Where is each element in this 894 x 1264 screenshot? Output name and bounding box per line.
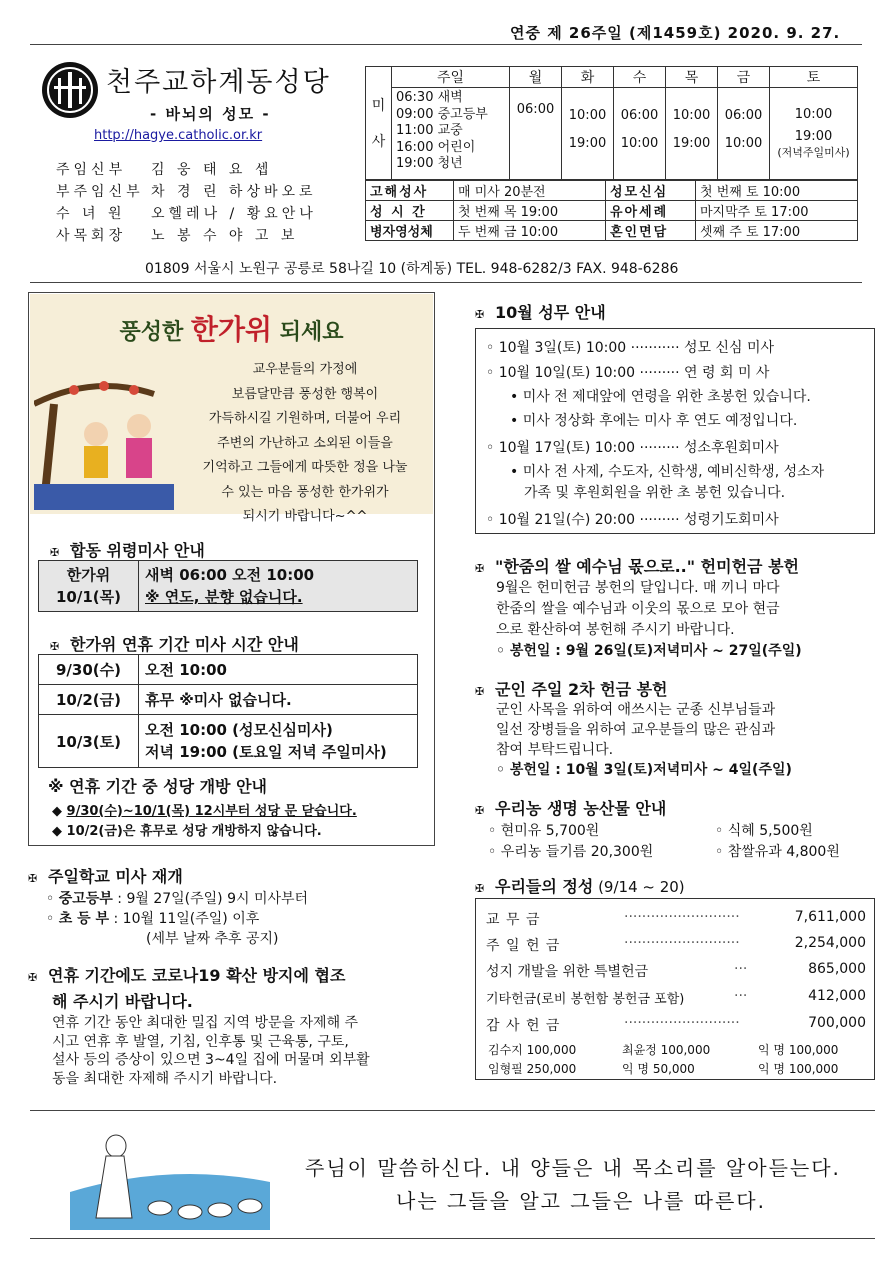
shepherd-illustration-icon (70, 1122, 270, 1230)
donor-entry: 익 명 100,000 (758, 1043, 839, 1057)
rice-body: 9월은 헌미헌금 봉헌의 달입니다. 매 끼니 마다 한줌의 쌀을 예수님과 이웃의 몫으로 모아 현금 으로 환산하여 봉헌해 주시기 바랍니다. ◦ 봉헌일 : 9월 26일(토)저녁미사 ~ 27일(주일) (496, 580, 802, 659)
offering-value: 2,254,000 (794, 935, 866, 951)
thu-times: 10:00 19:00 (666, 88, 718, 180)
memorial-times-cell: 새벽 06:00 오전 10:00 ※ 연도, 분향 없습니다. (139, 561, 418, 612)
mass-label: 미 사 (366, 67, 392, 180)
scripture-line: 주님이 말씀하신다. 내 양들은 내 목소리를 알아듣는다. (305, 1156, 841, 1180)
offering-heading: ✠ 우리들의 정성 (9/14 ~ 20) (475, 877, 685, 896)
cross-mark-icon: ✠ (50, 546, 60, 559)
header-fri: 금 (718, 67, 770, 88)
october-line: • 미사 전 사제, 수도자, 신학생, 예비신학생, 성소자 (510, 464, 825, 480)
offering-value: 412,000 (808, 988, 866, 1004)
mon-times: 06:00 (510, 88, 562, 180)
military-body: 군인 사목을 위하여 애쓰시는 군종 신부님들과 일선 장병들을 위하여 교우분들의 많은 관심과 참여 부탁드립니다. ◦ 봉헌일 : 10월 3일(토)저녁미사 ~ 4일(주일) (496, 702, 792, 778)
parish-subtitle: - 바뇌의 성모 - (150, 105, 271, 123)
sunday-school-line: ◦ 초 등 부 : 10월 11일(주일) 이후 (46, 911, 260, 927)
holiday-heading: ✠ 한가위 연휴 기간 미사 시간 안내 (50, 635, 299, 654)
staff-role: 주임신부 (56, 162, 127, 178)
header-bottom-rule (30, 282, 862, 283)
tue-times: 10:00 19:00 (562, 88, 614, 180)
sunday-school-heading: ✠ 주일학교 미사 재개 (28, 867, 183, 886)
memorial-table (38, 560, 418, 612)
farm-heading: ✠ 우리농 생명 농산물 안내 (475, 799, 667, 818)
mass-schedule-table (365, 66, 858, 180)
offering-dots: ··· (734, 961, 748, 977)
staff-row (56, 224, 356, 246)
cross-mark-icon: ✠ (475, 308, 485, 321)
offering-value: 700,000 (808, 1015, 866, 1031)
staff-name: 김 웅 태 요 셉 (151, 162, 273, 178)
staff-row (56, 158, 356, 180)
header-tue: 화 (562, 67, 614, 88)
october-line: • 미사 정상화 후에는 미사 후 연도 예정입니다. (510, 413, 798, 429)
offering-label: 주 일 헌 금 (486, 938, 561, 954)
october-line: ◦ 10월 3일(토) 10:00 ··········· 성모 신심 미사 (486, 340, 775, 356)
offering-label: 성지 개발을 위한 특별헌금 (486, 964, 649, 980)
staff-role: 수 녀 원 (56, 206, 126, 222)
address-line: 01809 서울시 노원구 공릉로 58나길 10 (하계동) TEL. 948-6282/3 FAX. 948-6286 (145, 261, 679, 277)
cross-mark-icon: ✠ (50, 640, 60, 653)
cross-mark-icon: ✠ (475, 562, 485, 575)
offering-label: 기타헌금(로비 봉헌함 봉헌금 포함) (486, 992, 685, 1007)
donor-entry: 익 명 100,000 (758, 1062, 839, 1076)
staff-list (56, 158, 356, 246)
offering-label: 감 사 헌 금 (486, 1018, 561, 1034)
farm-item: ◦ 우리농 들기름 20,300원 (488, 844, 654, 860)
cross-mark-icon: ✠ (28, 971, 38, 984)
parish-url-link[interactable]: http://hagye.catholic.or.kr (94, 128, 263, 143)
sat-times: 10:00 19:00 (저녁주일미사) (770, 88, 858, 180)
farm-item: ◦ 현미유 5,700원 (488, 823, 600, 839)
wed-times: 06:00 10:00 (614, 88, 666, 180)
october-box (475, 328, 875, 534)
offering-dots: ·························· (624, 935, 740, 951)
header-sat: 토 (770, 67, 858, 88)
fri-times: 06:00 10:00 (718, 88, 770, 180)
covid-heading: ✠ 연휴 기간에도 코로나19 확산 방지에 협조 해 주시기 바랍니다. (28, 966, 346, 1011)
open-item: ◆ 9/30(수)~10/1(목) 12시부터 성당 문 닫습니다. (52, 804, 357, 819)
october-heading: ✠ 10월 성무 안내 (475, 303, 606, 322)
staff-name: 차 경 린 하상바오로 (151, 184, 317, 200)
holiday-table: 9/30(수) 오전 10:00 10/2(금) 휴무 ※미사 없습니다. 10/3(토) 오전 10:00 (성모신심미사) 저녁 19:00 (토요일 저녁 주일미사) (38, 654, 418, 768)
footer-top-rule (30, 1110, 875, 1111)
donor-entry: 최윤정 100,000 (622, 1043, 711, 1057)
top-rule (30, 44, 862, 45)
offering-label: 교 무 금 (486, 912, 541, 928)
parish-logo-icon (42, 62, 98, 118)
october-line: ◦ 10월 10일(토) 10:00 ········· 연 령 회 미 사 (486, 365, 770, 381)
offering-dots: ·························· (624, 909, 740, 925)
staff-row (56, 202, 356, 224)
open-item: ◆ 10/2(금)은 휴무로 성당 개방하지 않습니다. (52, 824, 322, 839)
header-thu: 목 (666, 67, 718, 88)
offering-box (475, 898, 875, 1080)
open-heading: ※ 연휴 기간 중 성당 개방 안내 (48, 777, 267, 796)
memorial-heading: ✠ 합동 위령미사 안내 (50, 541, 205, 560)
parish-name: 천주교하계동성당 (106, 67, 331, 98)
footer-bottom-rule (30, 1238, 875, 1239)
staff-row (56, 180, 356, 202)
farm-item: ◦ 식혜 5,500원 (715, 823, 813, 839)
header-mon: 월 (510, 67, 562, 88)
cross-mark-icon: ✠ (28, 872, 38, 885)
offering-dots: ··· (734, 988, 748, 1004)
offering-value: 865,000 (808, 961, 866, 977)
donor-entry: 익 명 50,000 (622, 1062, 695, 1076)
staff-name: 노 봉 수 야 고 보 (151, 228, 299, 244)
card-message: 교우분들의 가정에 보름달만큼 풍성한 행복이 가득하시길 기원하며, 더불어 우리 주변의 가난하고 소외된 이들을 기억하고 그들에게 따뜻한 정을 나눌 수 있는 마음 풍성한 한가위가 되시기 바랍니다~^^ (202, 362, 408, 524)
october-line: • 미사 전 제대앞에 연령을 위한 초봉헌 있습니다. (510, 389, 811, 405)
sunday-school-note: (세부 날짜 추후 공지) (146, 931, 279, 947)
scripture-line: 나는 그들을 알고 그들은 나를 따른다. (396, 1189, 766, 1213)
issue-line: 연중 제 26주일 (제1459호) 2020. 9. 27. (510, 24, 841, 42)
memorial-date-cell: 한가위 10/1(목) (39, 561, 139, 612)
children-illustration-icon (34, 364, 174, 510)
chuseok-card (30, 294, 433, 524)
donor-entry: 임형필 250,000 (488, 1062, 577, 1076)
donor-entry: 김수지 100,000 (488, 1043, 577, 1057)
header-sun: 주일 (392, 67, 510, 88)
staff-name: 오헬레나 / 황요안나 (151, 206, 317, 222)
cross-mark-icon: ✠ (475, 882, 485, 895)
header-wed: 수 (614, 67, 666, 88)
cross-mark-icon: ✠ (475, 685, 485, 698)
staff-role: 부주임신부 (56, 184, 144, 200)
sacrament-info-table: 고해성사 매 미사 20분전 성모신심 첫 번째 토 10:00 성 시 간 첫 번째 목 19:00 유아세례 마지막주 토 17:00 병자영성체 두 번째 금 10:00 혼인면담 셋째 주 토 17:00 (365, 180, 858, 241)
staff-role: 사목회장 (56, 228, 127, 244)
offering-value: 7,611,000 (794, 909, 866, 925)
card-title: 풍성한 한가위 되세요 (119, 313, 344, 346)
offering-dots: ·························· (624, 1015, 740, 1031)
farm-item: ◦ 참쌀유과 4,800원 (715, 844, 840, 860)
sunday-times: 06:30 새벽 09:00 중고등부 11:00 교중 16:00 어린이 19:00 청년 (392, 88, 510, 180)
sunday-school-line: ◦ 중고등부 : 9월 27일(주일) 9시 미사부터 (46, 891, 309, 907)
october-line: 가족 및 후원회원을 위한 초 봉헌 있습니다. (524, 485, 786, 501)
cross-mark-icon: ✠ (475, 804, 485, 817)
october-line: ◦ 10월 17일(토) 10:00 ········· 성소후원회미사 (486, 440, 779, 456)
covid-body: 연휴 기간 동안 최대한 밀집 지역 방문을 자제해 주 시고 연휴 후 발열, 기침, 인후통 및 근육통, 구토, 설사 등의 증상이 있으면 3~4일 집에 머물며 외부활 동을 최대한 자제해 주시기 바랍니다. (52, 1015, 370, 1087)
rice-heading: ✠ "한줌의 쌀 예수님 몫으로.." 헌미헌금 봉헌 (475, 557, 799, 576)
october-line: ◦ 10월 21일(수) 20:00 ········· 성령기도회미사 (486, 512, 779, 528)
military-heading: ✠ 군인 주일 2차 헌금 봉헌 (475, 680, 668, 699)
